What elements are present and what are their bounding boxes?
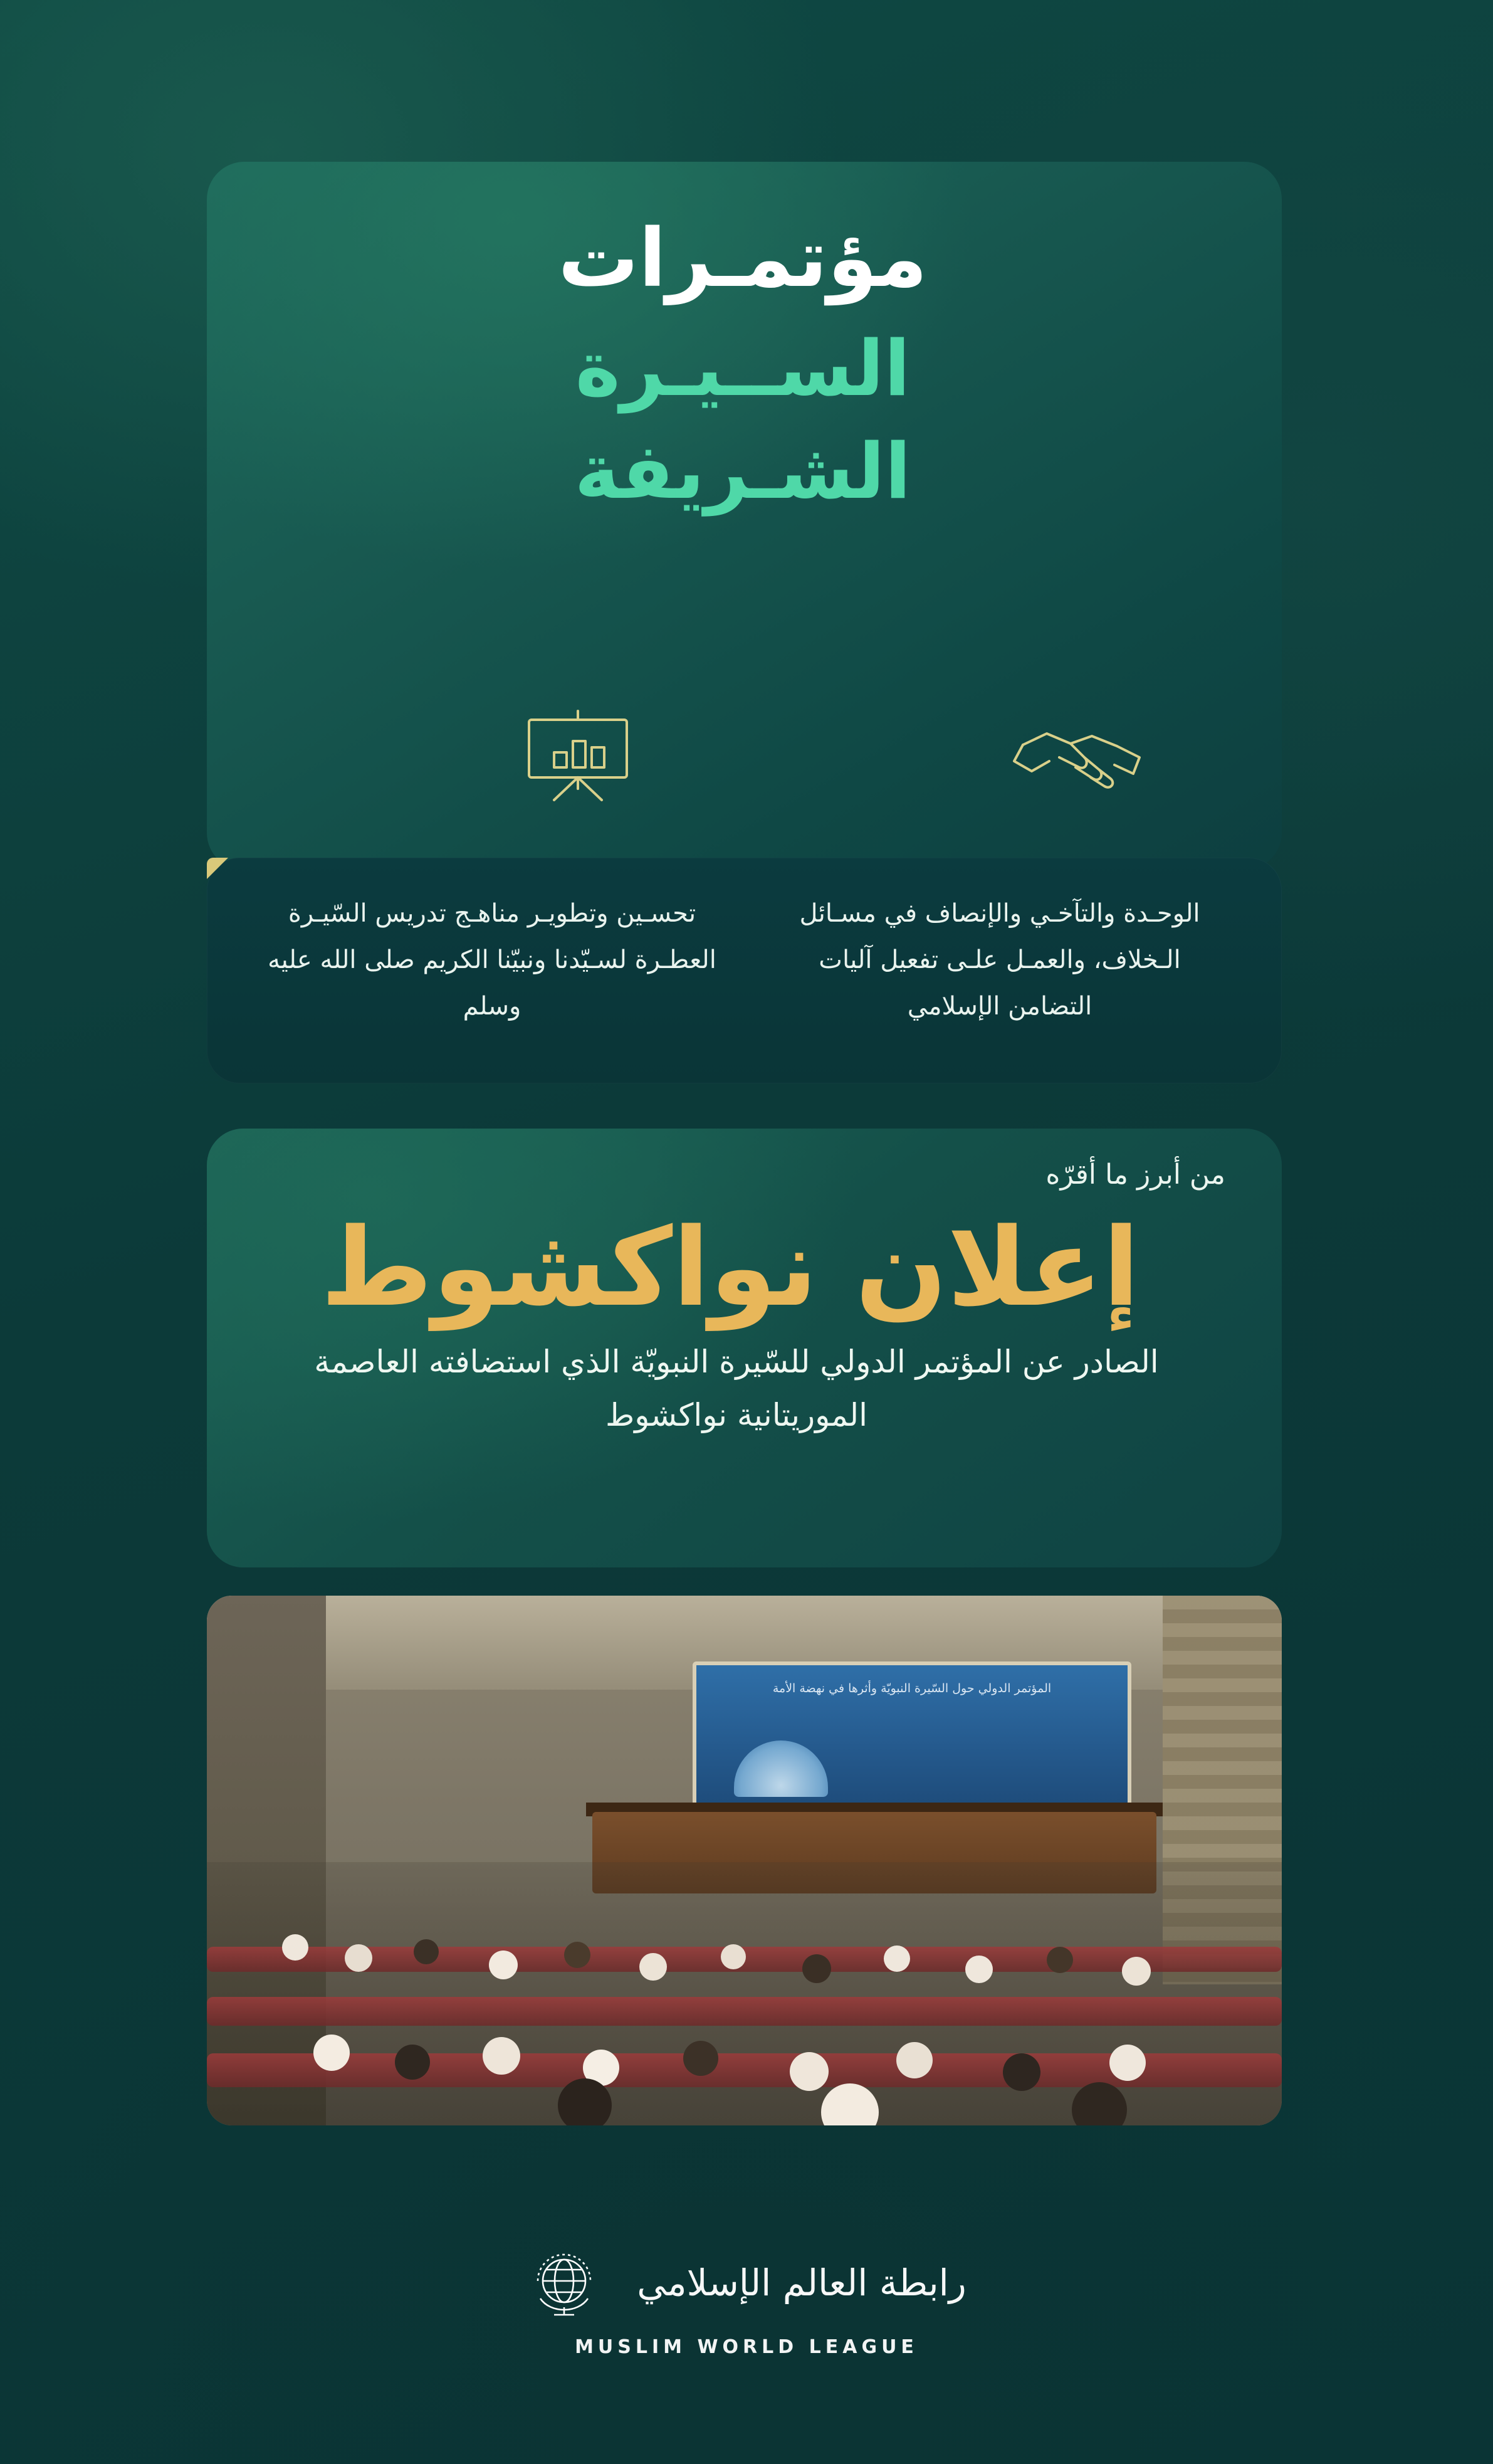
photo-audience-head (345, 1944, 372, 1972)
photo-audience-head (884, 1945, 910, 1972)
footer-logo (0, 2245, 1493, 2358)
photo-audience-head (790, 2052, 829, 2091)
globe-emblem-icon (526, 2245, 602, 2322)
title-line-1: مؤتمـرات (558, 212, 928, 305)
photo-audience-head (639, 1953, 667, 1981)
photo-audience-head (395, 2045, 430, 2080)
photo-seat-row (207, 1997, 1282, 2026)
photo-audience-head (896, 2042, 933, 2078)
handshake-icon (1010, 708, 1155, 803)
corner-accent (207, 858, 228, 879)
photo-audience-head (489, 1951, 518, 1979)
photo-audience-head (564, 1942, 590, 1968)
photo-screen-dome-graphic (734, 1740, 828, 1797)
footer-english-name: MUSLIM WORLD LEAGUE (575, 2336, 918, 2358)
declaration-subtitle: الصادر عن المؤتمر الدولي للسّيرة النبويّة الذي استضافته العاصمة الموريتانية نواكشوط (314, 1344, 1159, 1433)
photo-audience-head (802, 1954, 831, 1983)
points-card (207, 858, 1282, 1083)
photo-audience-head (683, 2041, 718, 2076)
declaration-title: إعلان نواكشوط (320, 1204, 1140, 1330)
presentation-board-icon (515, 708, 641, 803)
photo-screen-text: المؤتمر الدولي حول السّيرة النبويّة وأثرها في نهضة الأمة (772, 1682, 1052, 1695)
photo-audience-head (1003, 2053, 1040, 2091)
declaration-card (207, 1129, 1282, 1567)
photo-audience-head (282, 1934, 308, 1961)
declaration-kicker: من أبرز ما أقرّه (1045, 1159, 1225, 1191)
photo-audience-head (721, 1944, 746, 1969)
icons-row (0, 708, 1493, 828)
photo-audience-head (313, 2035, 350, 2071)
photo-audience-head (1109, 2045, 1146, 2081)
photo-audience-head (414, 1939, 439, 1964)
conference-hall-photo (207, 1596, 1282, 2125)
photo-audience-head (965, 1956, 993, 1983)
page-title (273, 201, 1213, 524)
photo-stage-screen (693, 1661, 1131, 1818)
footer-arabic-name: رابطة العالم الإسلامي (637, 2261, 967, 2305)
photo-audience-head (1122, 1957, 1151, 1986)
photo-audience-head (483, 2037, 520, 2075)
point-curricula: تحسـين وتطويـر مناهـج تدريس السّيـرة العطـرة لسـيّدنا ونبيّنا الكريم صلى الله عليه وسلم (268, 899, 716, 1021)
photo-audience-head (1047, 1947, 1073, 1973)
title-line-2: الســيـرة (575, 324, 911, 413)
title-line-3: الشـريفة (574, 427, 911, 517)
point-unity: الوحـدة والتآخـي والإنصاف في مسـائل الـخلاف، والعمـل علـى تفعيل آليات التضامن الإسلامي (799, 899, 1200, 1021)
